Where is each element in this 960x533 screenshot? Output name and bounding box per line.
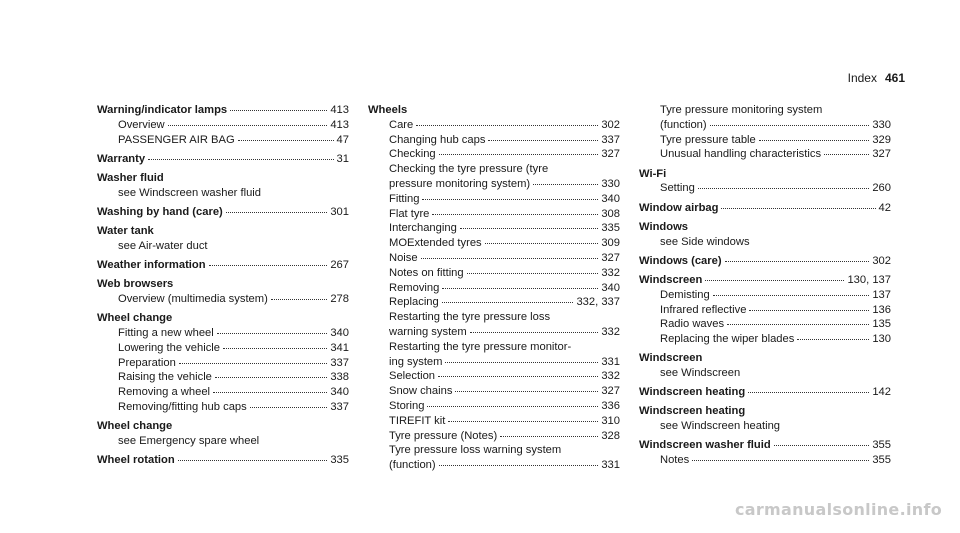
index-entry — [639, 438, 891, 468]
page-reference[interactable]: 340 — [601, 192, 620, 205]
entry-title: Removing — [389, 281, 440, 294]
index-subentry[interactable] — [368, 369, 620, 384]
index-subentry[interactable] — [368, 221, 620, 236]
dot-leader — [427, 404, 598, 407]
dot-leader — [445, 360, 598, 363]
entry-title: Warning/indicator lamps — [97, 104, 228, 116]
index-subentry[interactable] — [639, 317, 891, 332]
dot-leader — [470, 330, 599, 333]
index-entry-heading[interactable] — [97, 205, 349, 220]
entry-title: Wheel change — [97, 312, 173, 325]
page-reference[interactable]: 340 — [601, 281, 620, 294]
index-subentry[interactable] — [368, 236, 620, 251]
page-reference[interactable]: 42 — [878, 201, 891, 214]
index-subentry[interactable] — [368, 281, 620, 296]
index-entry — [97, 311, 349, 415]
page-reference[interactable]: 330 — [872, 118, 891, 131]
entry-title: Radio waves — [660, 318, 725, 331]
page-reference[interactable]: 327 — [601, 148, 620, 161]
entry-title: Windows (care) — [639, 254, 722, 267]
entry-title: Raising the vehicle — [118, 371, 212, 384]
page-reference[interactable]: 355 — [872, 439, 891, 452]
index-subentry[interactable] — [368, 251, 620, 266]
index-entry — [639, 201, 891, 216]
index-entry-heading[interactable] — [639, 404, 891, 419]
index-entry — [97, 152, 349, 167]
index-entry-heading[interactable] — [97, 224, 349, 239]
index-subentry[interactable] — [639, 453, 891, 468]
index-subentry[interactable] — [368, 355, 620, 370]
page-reference[interactable]: 329 — [872, 133, 891, 146]
entry-title: (function) — [389, 459, 436, 472]
entry-title: Notes on fitting — [389, 266, 464, 279]
page-reference[interactable]: 301 — [330, 205, 349, 218]
entry-title: Web browsers — [97, 278, 174, 291]
index-entry — [639, 351, 891, 381]
index-column-1 — [97, 103, 349, 472]
index-subentry[interactable] — [368, 295, 620, 310]
page-reference[interactable]: 327 — [872, 148, 891, 161]
page-reference[interactable]: 278 — [330, 293, 349, 306]
index-subentry[interactable] — [368, 384, 620, 399]
entry-title: Removing/fitting hub caps — [118, 401, 247, 414]
entry-title: Windscreen washer fluid — [639, 439, 771, 452]
dot-leader — [179, 361, 327, 364]
dot-leader — [421, 256, 599, 259]
dot-leader — [748, 390, 869, 393]
index-subentry[interactable] — [97, 370, 349, 385]
index-entry — [639, 220, 891, 250]
entry-title: Windows — [639, 220, 688, 233]
page-reference[interactable]: 332 — [601, 266, 620, 279]
index-entry — [639, 103, 891, 162]
index-entry — [639, 404, 891, 434]
entry-title: Snow chains — [389, 385, 453, 398]
subentry-title-line: Tyre pressure monitoring system — [660, 104, 823, 116]
cross-reference[interactable]: see Emergency spare wheel — [118, 435, 260, 448]
index-subentry[interactable] — [97, 133, 349, 148]
page-reference[interactable]: 327 — [601, 251, 620, 264]
entry-title: pressure monitoring system) — [389, 177, 531, 190]
dot-leader — [168, 123, 328, 126]
entry-title: Overview (multimedia system) — [118, 293, 268, 306]
page-reference[interactable]: 136 — [872, 303, 891, 316]
dot-leader — [209, 263, 328, 266]
entry-title: Wi-Fi — [639, 167, 667, 180]
entry-title: Interchanging — [389, 222, 457, 235]
dot-leader — [460, 226, 599, 229]
index-subentry[interactable] — [639, 133, 891, 148]
index-subentry[interactable] — [97, 326, 349, 341]
dot-leader — [213, 390, 327, 393]
entry-title: Weather information — [97, 259, 206, 272]
entry-title: warning system — [389, 325, 467, 338]
index-entry-heading[interactable] — [97, 277, 349, 292]
entry-title: Window airbag — [639, 201, 719, 214]
page-reference[interactable]: 310 — [601, 414, 620, 427]
index-subentry[interactable] — [368, 399, 620, 414]
entry-title: Unusual handling characteristics — [660, 148, 822, 161]
entry-title: Fitting — [389, 192, 420, 205]
dot-leader — [442, 300, 574, 303]
index-entry-heading[interactable] — [639, 201, 891, 216]
index-column-2 — [368, 103, 620, 477]
dot-leader — [500, 434, 598, 437]
page-reference[interactable]: 332, 337 — [576, 296, 620, 309]
dot-leader — [705, 278, 844, 281]
entry-title: Tyre pressure (Notes) — [389, 429, 498, 442]
index-subentry[interactable] — [97, 400, 349, 415]
dot-leader — [215, 375, 327, 378]
index-subentry[interactable] — [639, 147, 891, 162]
index-entry — [639, 167, 891, 197]
dot-leader — [271, 297, 328, 300]
dot-leader — [759, 138, 870, 141]
subentry-title-line: Tyre pressure loss warning system — [389, 444, 562, 457]
dot-leader — [455, 389, 598, 392]
page-reference[interactable]: 338 — [330, 371, 349, 384]
dot-leader — [250, 405, 328, 408]
index-subentry[interactable] — [368, 177, 620, 192]
index-entry — [97, 419, 349, 449]
index-entry-heading[interactable] — [639, 351, 891, 366]
page-reference[interactable]: 135 — [872, 318, 891, 331]
index-subentry[interactable] — [97, 292, 349, 307]
index-subentry[interactable] — [368, 147, 620, 162]
index-subentry[interactable] — [639, 303, 891, 318]
index-subentry[interactable] — [97, 341, 349, 356]
entry-title: Removing a wheel — [118, 386, 211, 399]
page-reference[interactable]: 355 — [872, 454, 891, 467]
entry-title: Windscreen heating — [639, 405, 746, 418]
entry-title: Tyre pressure table — [660, 133, 756, 146]
dot-leader — [442, 286, 598, 289]
index-entry-heading[interactable] — [639, 220, 891, 235]
entry-title: Windscreen heating — [639, 386, 746, 399]
index-subentry[interactable] — [368, 458, 620, 473]
index-entry-heading[interactable] — [639, 167, 891, 182]
dot-leader — [416, 123, 598, 126]
subentry-title-line: Checking the tyre pressure (tyre — [389, 163, 549, 176]
index-entry — [97, 171, 349, 201]
entry-title: Washing by hand (care) — [97, 205, 223, 218]
page-reference[interactable]: 337 — [330, 356, 349, 369]
dot-leader — [230, 108, 327, 111]
page-reference[interactable]: 337 — [330, 401, 349, 414]
index-subentry[interactable] — [368, 207, 620, 222]
page-reference[interactable]: 327 — [601, 385, 620, 398]
page-reference[interactable]: 31 — [336, 152, 349, 165]
entry-title: Overview — [118, 118, 165, 131]
index-entry — [639, 273, 891, 347]
page-reference[interactable]: 137 — [872, 288, 891, 301]
index-column-3 — [639, 103, 891, 472]
entry-title: Wheel change — [97, 420, 173, 433]
entry-title: ing system — [389, 355, 443, 368]
entry-title: Setting — [660, 182, 695, 195]
page-reference[interactable]: 332 — [601, 370, 620, 383]
entry-title: Warranty — [97, 152, 146, 165]
entry-title: Storing — [389, 399, 425, 412]
dot-leader — [698, 186, 869, 189]
page-reference[interactable]: 308 — [601, 207, 620, 220]
entry-title: Noise — [389, 251, 418, 264]
entry-title: Selection — [389, 370, 436, 383]
dot-leader — [824, 152, 869, 155]
index-subentry[interactable] — [368, 266, 620, 281]
entry-title: Replacing — [389, 296, 439, 309]
entry-title: Wheels — [368, 104, 408, 116]
dot-leader — [422, 197, 598, 200]
page-reference[interactable]: 336 — [601, 399, 620, 412]
index-entry-heading[interactable] — [97, 103, 349, 118]
index-entry-heading[interactable] — [97, 152, 349, 167]
entry-title: Notes — [660, 454, 690, 467]
dot-leader — [467, 271, 599, 274]
entry-title: Water tank — [97, 225, 154, 238]
cross-reference[interactable]: see Windscreen heating — [660, 420, 781, 433]
index-entry-heading[interactable] — [97, 419, 349, 434]
index-subentry[interactable] — [368, 414, 620, 429]
dot-leader — [727, 322, 869, 325]
dot-leader — [797, 337, 869, 340]
dot-leader — [749, 308, 869, 311]
page-reference[interactable]: 130 — [872, 333, 891, 346]
index-entry — [639, 254, 891, 269]
header-label: Index — [847, 71, 877, 85]
page-reference[interactable]: 340 — [330, 386, 349, 399]
page-reference[interactable]: 335 — [330, 454, 349, 467]
index-entry — [97, 258, 349, 273]
page-reference[interactable]: 331 — [601, 459, 620, 472]
page-header — [848, 71, 905, 85]
index-entry-heading[interactable] — [97, 258, 349, 273]
index-entry — [639, 385, 891, 400]
dot-leader — [692, 458, 869, 461]
index-entry — [97, 205, 349, 220]
entry-title: Washer fluid — [97, 171, 164, 184]
dot-leader — [439, 152, 599, 155]
entry-title: Windscreen — [639, 352, 703, 365]
dot-leader — [710, 123, 870, 126]
cross-reference[interactable]: see Side windows — [660, 235, 750, 248]
entry-title: Checking — [389, 148, 436, 161]
page-reference[interactable]: 331 — [601, 355, 620, 368]
cross-reference[interactable]: see Windscreen — [660, 367, 741, 380]
watermark: carmanualsonline.info — [734, 500, 942, 519]
index-entry — [368, 103, 620, 473]
page-reference[interactable]: 341 — [330, 341, 349, 354]
dot-leader — [721, 206, 875, 209]
entry-title: Infrared reflective — [660, 303, 747, 316]
page-reference[interactable]: 302 — [872, 254, 891, 267]
entry-title: Changing hub caps — [389, 133, 486, 146]
index-subentry[interactable] — [97, 356, 349, 371]
subentry-title-line: Restarting the tyre pressure monitor- — [389, 340, 572, 353]
page-reference[interactable]: 413 — [330, 118, 349, 131]
dot-leader — [448, 419, 598, 422]
index-subentry[interactable] — [368, 133, 620, 148]
page-reference[interactable]: 142 — [872, 386, 891, 399]
entry-title: Wheel rotation — [97, 454, 175, 467]
index-subentry[interactable] — [639, 332, 891, 347]
page-reference[interactable]: 47 — [336, 133, 349, 146]
page-number: 461 — [884, 71, 905, 85]
dot-leader — [178, 458, 328, 461]
page-reference[interactable]: 328 — [601, 429, 620, 442]
entry-title: Preparation — [118, 356, 176, 369]
cross-reference[interactable]: see Air-water duct — [118, 239, 208, 252]
index-subentry[interactable] — [97, 385, 349, 400]
entry-title: TIREFIT kit — [389, 414, 446, 427]
page-reference[interactable]: 309 — [601, 237, 620, 250]
dot-leader — [238, 138, 334, 141]
index-entry-heading[interactable] — [97, 171, 349, 186]
dot-leader — [223, 346, 327, 349]
dot-leader — [432, 212, 598, 215]
index-subentry[interactable] — [368, 118, 620, 133]
page-reference[interactable]: 267 — [330, 259, 349, 272]
dot-leader — [713, 293, 870, 296]
subentry-title-line: Restarting the tyre pressure loss — [389, 311, 551, 324]
page-reference[interactable]: 340 — [330, 327, 349, 340]
page-reference[interactable]: 332 — [601, 325, 620, 338]
entry-title: Windscreen — [639, 273, 703, 286]
dot-leader — [226, 210, 328, 213]
index-entry-heading[interactable] — [639, 438, 891, 453]
dot-leader — [217, 331, 328, 334]
entry-title: Lowering the vehicle — [118, 341, 220, 354]
entry-title: PASSENGER AIR BAG — [118, 133, 235, 146]
dot-leader — [533, 182, 598, 185]
index-subentry[interactable] — [368, 192, 620, 207]
index-subentry[interactable] — [639, 181, 891, 196]
entry-title: Care — [389, 118, 414, 131]
dot-leader — [148, 157, 333, 160]
index-subentry[interactable] — [368, 429, 620, 444]
page-reference[interactable]: 260 — [872, 182, 891, 195]
cross-reference[interactable]: see Windscreen washer fluid — [118, 186, 262, 199]
dot-leader — [439, 463, 599, 466]
entry-title: Fitting a new wheel — [118, 327, 214, 340]
page-reference[interactable]: 335 — [601, 222, 620, 235]
entry-title: (function) — [660, 118, 707, 131]
index-entry-heading[interactable] — [368, 103, 620, 118]
index-subentry[interactable] — [368, 325, 620, 340]
index-entry-heading[interactable] — [639, 254, 891, 269]
entry-title: Replacing the wiper blades — [660, 333, 795, 346]
page-reference[interactable]: 302 — [601, 118, 620, 131]
index-entry-heading[interactable] — [639, 273, 891, 288]
index-entry-heading[interactable] — [97, 453, 349, 468]
entry-title: Flat tyre — [389, 207, 430, 220]
index-entry-heading[interactable] — [97, 311, 349, 326]
page-reference[interactable]: 130, 137 — [847, 273, 891, 286]
dot-leader — [488, 138, 598, 141]
index-entry-heading[interactable] — [639, 385, 891, 400]
dot-leader — [725, 259, 870, 262]
entry-title: Demisting — [660, 288, 710, 301]
index-entry — [97, 224, 349, 254]
dot-leader — [485, 241, 599, 244]
dot-leader — [774, 443, 870, 446]
index-entry — [97, 453, 349, 468]
entry-title: MOExtended tyres — [389, 237, 482, 250]
index-entry — [97, 103, 349, 147]
page-reference[interactable]: 337 — [601, 133, 620, 146]
page-reference[interactable]: 413 — [330, 104, 349, 116]
index-subentry[interactable] — [639, 118, 891, 133]
index-entry — [97, 277, 349, 307]
index-subentry[interactable] — [97, 118, 349, 133]
index-subentry[interactable] — [639, 288, 891, 303]
dot-leader — [438, 374, 598, 377]
page-reference[interactable]: 330 — [601, 177, 620, 190]
